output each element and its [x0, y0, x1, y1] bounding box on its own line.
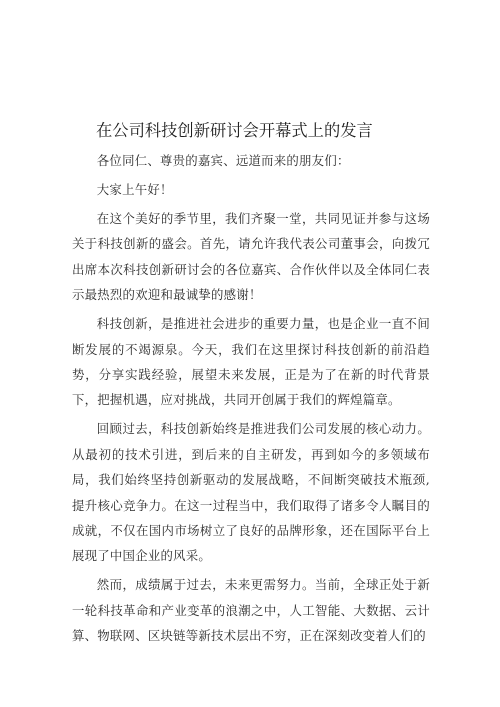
page-title: 在公司科技创新研讨会开幕式上的发言 [96, 121, 373, 140]
future-paragraph: 然而，成绩属于过去，未来更需努力。当前，全球正处于新一轮科技革命和产业变革的浪潮之中，人工智能、大数据、云计算、物联网、区块链等新技术层出不穷，正在深刻改变着人们的 [72, 577, 430, 644]
innovation-paragraph: 科技创新，是推进社会进步的重要力量，也是企业一直不间断发展的不竭源泉。今天，我们在这里探讨科技创新的前沿趋势，分享实践经验，展望未来发展，正是为了在新的时代背景下，把握机遇，应对挑战，共同开创属于我们的辉煌篇章。 [72, 316, 430, 408]
review-paragraph: 回顾过去，科技创新始终是推进我们公司发展的核心动力。从最初的技术引进，到后来的自主研发，再到如今的多领域布局，我们始终坚持创新驱动的发展战略，不间断突破技术瓶颈,提升核心竞争力。在这一过程当中，我们取得了诸多令人瞩目的成就，不仅在国内市场树立了良好的品牌形象，还在国际平台上展现了中国企业的风采。 [72, 421, 430, 564]
speech-body [72, 148, 430, 649]
salutation-paragraph: 大家上午好！ [96, 182, 173, 197]
welcome-paragraph: 在这个美好的季节里，我们齐聚一堂，共同见证并参与这场关于科技创新的盛会。首先，请允许我代表公司董事会，向拨冗出席本次科技创新研讨会的各位嘉宾、合作伙伴以及全体同仁表示最热烈的欢迎和最诚挚的感谢！ [72, 211, 430, 303]
greeting-paragraph: 各位同仁、尊贵的嘉宾、远道而来的朋友们： [96, 153, 350, 168]
